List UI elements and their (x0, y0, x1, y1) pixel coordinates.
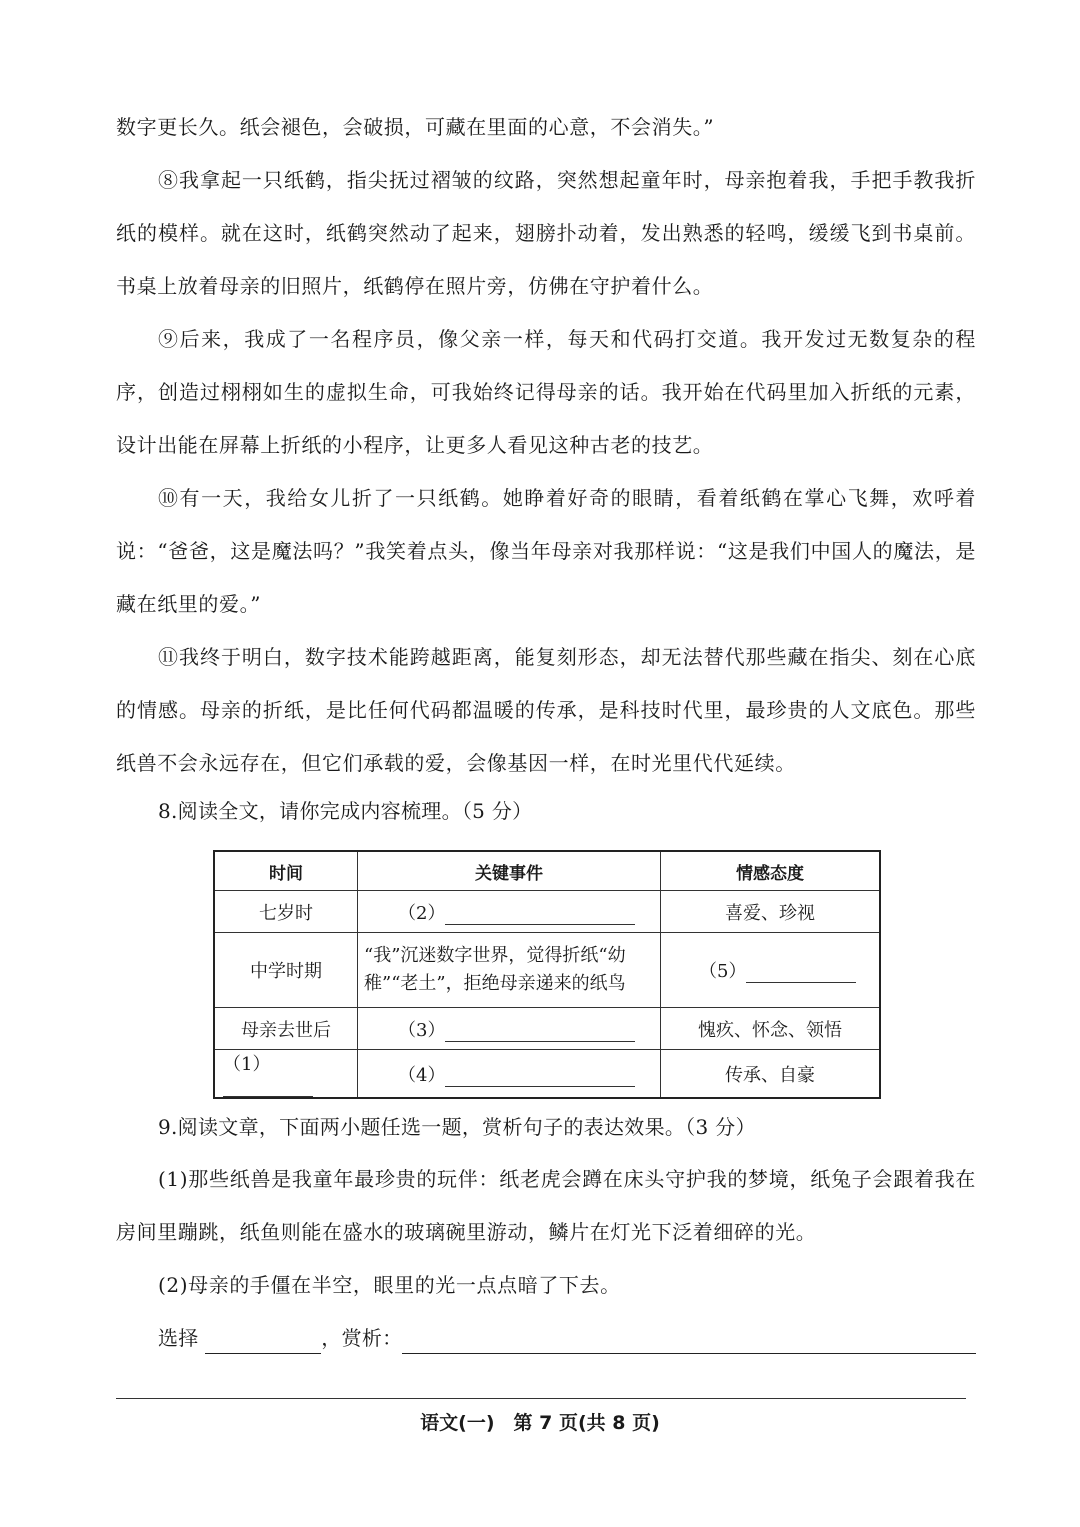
cell-emotion-blank[interactable] (661, 933, 881, 1008)
blank-label: （4） (398, 1064, 446, 1086)
paragraph-7-end-text: 数字更长久。纸会褪色，会破损，可藏在里面的心意，不会消失。” (116, 115, 715, 139)
cell-emotion: 传承、自豪 (661, 1050, 881, 1099)
cell-time: 中学时期 (214, 933, 358, 1008)
cell-event-blank[interactable] (358, 891, 661, 933)
table-row (214, 1050, 880, 1099)
cell-time-blank[interactable] (214, 1050, 358, 1099)
cell-event-blank[interactable] (358, 1050, 661, 1099)
cell-emotion: 喜爱、珍视 (661, 891, 881, 933)
blank-label: （5） (699, 961, 747, 982)
answer-blank[interactable] (445, 1023, 635, 1042)
question-8-prompt: 8.阅读全文，请你完成内容梳理。（5 分） (158, 799, 533, 823)
page-footer: 语文(一) 第 7 页(共 8 页) (420, 1412, 660, 1434)
analysis-label: ，赏析： (321, 1326, 403, 1350)
answer-blank[interactable] (445, 1068, 635, 1087)
col-header-emotion: 情感态度 (661, 851, 881, 891)
table-row (214, 933, 880, 1008)
sentence-1-text: (1)那些纸兽是我童年最珍贵的玩伴：纸老虎会蹲在床头守护我的梦境，纸兔子会跟着我在房间里蹦跳，纸鱼则能在盛水的玻璃碗里游动，鳞片在灯光下泛着细碎的光。 (116, 1167, 976, 1244)
cell-emotion: 愧疚、怀念、领悟 (661, 1008, 881, 1050)
blank-label: （3） (398, 1019, 446, 1041)
table-row (214, 891, 880, 933)
footer-divider (116, 1398, 966, 1399)
answer-row (158, 1322, 976, 1354)
sentence-2-text: (2)母亲的手僵在半空，眼里的光一点点暗了下去。 (158, 1273, 621, 1297)
cell-event-blank[interactable] (358, 1008, 661, 1050)
col-header-event: 关键事件 (358, 851, 661, 891)
choice-answer-line[interactable] (205, 1331, 321, 1354)
table-header-row (214, 851, 880, 891)
col-header-time: 时间 (214, 851, 358, 891)
paragraph-7-end (116, 101, 976, 790)
paragraph-8: ⑧我拿起一只纸鹤，指尖抚过褶皱的纹路，突然想起童年时，母亲抱着我，手把手教我折纸的模样。就在这时，纸鹤突然动了起来，翅膀扑动着，发出熟悉的轻鸣，缓缓飞到书桌前。书桌上放着母亲的旧照片，纸鹤停在照片旁，仿佛在守护着什么。 (116, 168, 976, 298)
answer-blank[interactable] (223, 1078, 313, 1097)
blank-label: （2） (398, 902, 446, 924)
table-row (214, 1008, 880, 1050)
content-summary-table (213, 850, 881, 1099)
cell-event: “我”沉迷数字世界，觉得折纸“幼稚”“老土”，拒绝母亲递来的纸鸟 (358, 933, 661, 1008)
question-9-sentence-1 (116, 1153, 976, 1259)
question-9-prompt: 9.阅读文章，下面两小题任选一题，赏析句子的表达效果。（3 分） (158, 1115, 756, 1139)
question-9-sentence-2 (116, 1259, 976, 1312)
cell-time: 母亲去世后 (214, 1008, 358, 1050)
answer-blank[interactable] (445, 906, 635, 925)
choose-label: 选择 (158, 1326, 199, 1350)
answer-blank[interactable] (746, 964, 856, 983)
analysis-answer-line[interactable] (402, 1331, 976, 1354)
blank-label: （1） (223, 1054, 271, 1075)
cell-time: 七岁时 (214, 891, 358, 933)
paragraph-9: ⑨后来，我成了一名程序员，像父亲一样，每天和代码打交道。我开发过无数复杂的程序，创造过栩栩如生的虚拟生命，可我始终记得母亲的话。我开始在代码里加入折纸的元素，设计出能在屏幕上折纸的小程序，让更多人看见这种古老的技艺。 (116, 327, 976, 457)
paragraph-10: ⑩有一天，我给女儿折了一只纸鹤。她睁着好奇的眼睛，看着纸鹤在掌心飞舞，欢呼着说：“爸爸，这是魔法吗？”我笑着点头，像当年母亲对我那样说：“这是我们中国人的魔法，是藏在纸里的爱。” (116, 486, 976, 616)
paragraph-11: ⑪我终于明白，数字技术能跨越距离，能复刻形态，却无法替代那些藏在指尖、刻在心底的情感。母亲的折纸，是比任何代码都温暖的传承，是科技时代里，最珍贵的人文底色。那些纸兽不会永远存在，但它们承载的爱，会像基因一样，在时光里代代延续。 (116, 645, 976, 775)
